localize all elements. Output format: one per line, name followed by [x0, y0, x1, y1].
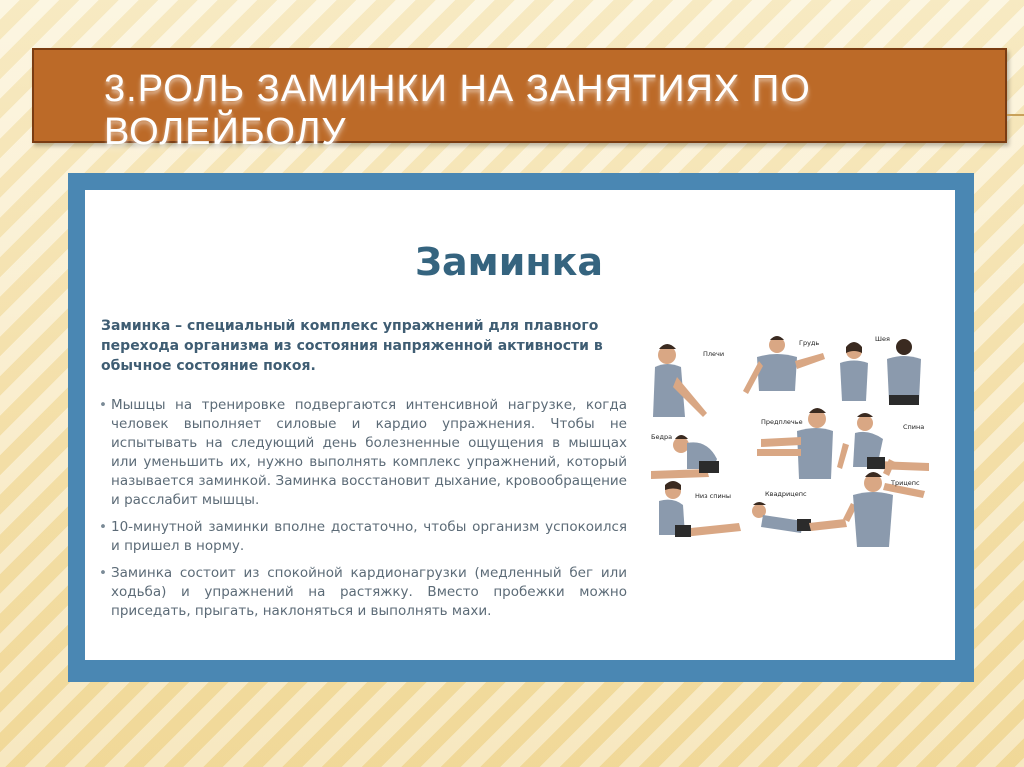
bullet-item [101, 396, 627, 510]
bullet-dot-icon: • [99, 565, 107, 581]
label-neck: Шея [875, 335, 890, 343]
label-shoulders: Плечи [703, 350, 725, 358]
title-bar [32, 48, 1007, 153]
bullet-dot-icon: • [99, 519, 107, 535]
bullet-text: Заминка состоит из спокойной кардионагрузки (медленный бег или ходьба) и упражнений на растяжку. Вместо пробежки можно приседать, прыгать, наклоняться и выполнять махи. [111, 565, 627, 619]
label-triceps: Трицепс [891, 479, 920, 487]
title-divider-line [1007, 114, 1024, 116]
content-frame [68, 173, 974, 682]
label-back: Спина [903, 423, 925, 431]
definition-text: Заминка – специальный комплекс упражнений для плавного перехода организма из состояния напряженной активности в обычное состояние покоя. [101, 318, 603, 374]
content-panel [85, 190, 955, 660]
content-heading: Заминка [415, 240, 604, 284]
bullet-item [101, 564, 627, 621]
slide-title: 3.РОЛЬ ЗАМИНКИ НА ЗАНЯТИЯХ ПО ВОЛЕЙБОЛУ [104, 68, 811, 153]
bullet-item [101, 518, 627, 556]
bullet-list [101, 396, 627, 629]
label-quadriceps: Квадрицепс [765, 490, 807, 498]
stretching-figures-image [647, 333, 934, 551]
bullet-dot-icon: • [99, 397, 107, 413]
label-lower-back: Низ спины [695, 492, 732, 500]
bullet-text: Мышцы на тренировке подвергаются интенсивной нагрузке, когда человек выполняет силовые и кардио упражнения. Чтобы не испытывать на следующий день болезненные ощущения в мышцах или уменьшить их, нужно выполнять комплекс упражнений, который называется заминкой. Заминка восстановит дыхание, кровообращение и расслабит мышцы. [111, 397, 627, 508]
bullet-text: 10-минутной заминки вполне достаточно, чтобы организм успокоился и пришел в норму. [111, 519, 627, 554]
label-thighs: Бедра [651, 433, 673, 441]
label-chest: Грудь [799, 339, 820, 347]
label-forearm: Предплечье [761, 418, 803, 426]
stretching-illustration [647, 333, 934, 551]
